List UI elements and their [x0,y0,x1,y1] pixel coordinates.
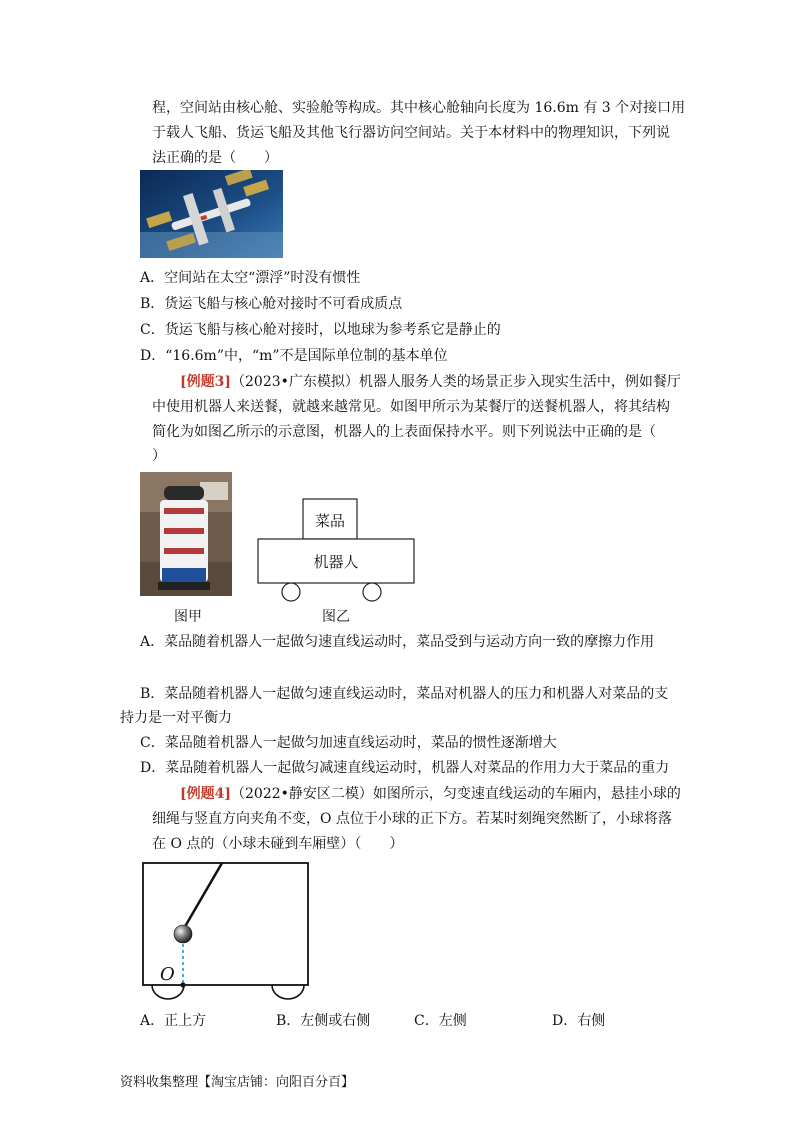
ex4-line-1-text: （2022•静安区二模）如图所示，匀变速直线运动的车厢内，悬挂小球的 [231,786,681,802]
dish-label: 菜品 [314,512,346,530]
space-station-photo [140,170,283,258]
ex4-line-3: 在 O 点的（小球未碰到车厢壁）（ ） [152,836,404,852]
intro-line-1: 程，空间站由核心舱、实验舱等构成。其中核心舱轴向长度为 16.6m 有 3 个对接口用 [152,100,686,116]
right-wheel [363,583,381,601]
ex3-option-a: A．菜品随着机器人一起做匀速直线运动时，菜品受到与运动方向一致的摩擦力作用 [140,634,655,650]
footer-text: 资料收集整理【淘宝店铺：向阳百分百】 [120,1075,355,1090]
left-wheel [282,583,300,601]
ex4-tag: [例题4] [180,786,231,802]
ex3-option-b-cont: 持力是一对平衡力 [120,710,232,726]
ex3-line-4: ） [152,448,166,464]
ex4-option-c: C．左侧 [414,1013,467,1029]
ex4-line-1 [180,784,681,804]
ex3-line-2: 中使用机器人来送餐，就越来越常见。如图甲所示为某餐厅的送餐机器人，将其结构 [152,399,670,415]
ex3-option-b: B．菜品随着机器人一起做匀速直线运动时，菜品对机器人的压力和机器人对菜品的支 [140,686,669,702]
ex3-option-c: C．菜品随着机器人一起做匀加速直线运动时，菜品的惯性逐渐增大 [140,735,557,751]
ex4-option-b: B．左侧或右侧 [276,1013,371,1029]
robot-schematic [250,495,420,605]
intro-line-2: 于载人飞船、货运飞船及其他飞行器访问空间站。关于本材料中的物理知识，下列说 [152,125,670,141]
q2-option-b: B．货运飞船与核心舱对接时不可看成质点 [140,296,403,312]
ex3-line-3: 简化为如图乙所示的示意图，机器人的上表面保持水平。则下列说法中正确的是（ [152,424,656,440]
caption-figure-b: 图乙 [322,609,350,625]
right-wheel-arc [272,985,304,999]
q2-option-c: C．货运飞船与核心舱对接时，以地球为参考系它是静止的 [140,322,501,338]
ex3-line-1-text: （2023•广东模拟）机器人服务人类的场景正步入现实生活中，例如餐厅 [231,374,681,390]
point-o-label: O [160,964,175,985]
robot-photo [140,472,232,596]
ex4-line-2: 细绳与竖直方向夹角不变，O 点位于小球的正下方。若某时刻绳突然断了，小球将落 [152,811,672,827]
caption-figure-a: 图甲 [174,609,202,625]
ex3-tag: [例题3] [180,374,231,390]
q2-option-a: A．空间站在太空“漂浮”时没有惯性 [140,270,361,286]
left-wheel-arc [152,985,184,999]
ex4-option-a: A．正上方 [140,1013,207,1029]
ex4-option-d: D．右侧 [552,1013,606,1029]
ball [174,925,192,943]
point-o [180,982,185,987]
ex3-option-d: D．菜品随着机器人一起做匀减速直线运动时，机器人对菜品的作用力大于菜品的重力 [140,760,670,776]
intro-line-3: 法正确的是（ ） [152,150,278,166]
robot-label: 机器人 [313,553,359,571]
q2-option-d: D．“16.6m”中，“m”不是国际单位制的基本单位 [140,348,448,364]
carriage-diagram [138,858,318,1008]
ex3-line-1 [180,372,681,392]
